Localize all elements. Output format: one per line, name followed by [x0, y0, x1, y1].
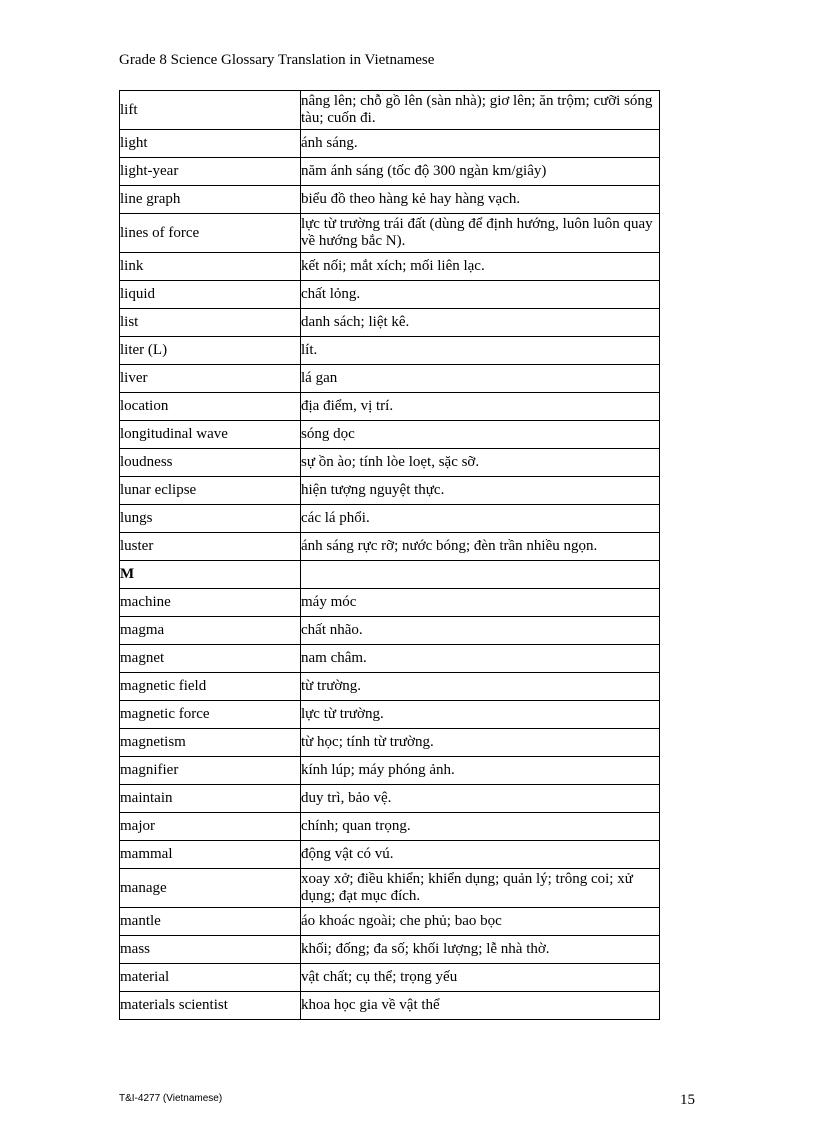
glossary-term: magnetic force	[120, 701, 301, 729]
table-row	[120, 701, 660, 729]
glossary-definition: lực từ trường.	[301, 701, 660, 729]
glossary-term: loudness	[120, 449, 301, 477]
table-row	[120, 393, 660, 421]
table-row	[120, 449, 660, 477]
glossary-definition: duy trì, bảo vệ.	[301, 785, 660, 813]
table-row	[120, 130, 660, 158]
table-row	[120, 729, 660, 757]
table-row	[120, 785, 660, 813]
table-row	[120, 908, 660, 936]
glossary-definition: biểu đồ theo hàng kẻ hay hàng vạch.	[301, 186, 660, 214]
table-row	[120, 421, 660, 449]
table-row	[120, 477, 660, 505]
section-header-row	[120, 561, 660, 589]
glossary-definition: ánh sáng.	[301, 130, 660, 158]
glossary-definition: hiện tượng nguyệt thực.	[301, 477, 660, 505]
glossary-term: maintain	[120, 785, 301, 813]
glossary-term: location	[120, 393, 301, 421]
glossary-definition: chất nhão.	[301, 617, 660, 645]
glossary-definition	[301, 561, 660, 589]
table-row	[120, 673, 660, 701]
glossary-definition: nam châm.	[301, 645, 660, 673]
glossary-term: lines of force	[120, 214, 301, 253]
table-row	[120, 214, 660, 253]
table-row	[120, 309, 660, 337]
table-row	[120, 186, 660, 214]
glossary-term: machine	[120, 589, 301, 617]
page-header-title: Grade 8 Science Glossary Translation in Vietnamese	[119, 52, 435, 68]
section-letter: M	[120, 561, 301, 589]
table-row	[120, 365, 660, 393]
glossary-definition: động vật có vú.	[301, 841, 660, 869]
glossary-definition: từ học; tính từ trường.	[301, 729, 660, 757]
glossary-definition: danh sách; liệt kê.	[301, 309, 660, 337]
glossary-term: light	[120, 130, 301, 158]
glossary-definition: chất lỏng.	[301, 281, 660, 309]
glossary-term: lungs	[120, 505, 301, 533]
glossary-term: magnet	[120, 645, 301, 673]
glossary-table-body	[120, 91, 660, 1020]
glossary-term: magma	[120, 617, 301, 645]
glossary-term: manage	[120, 869, 301, 908]
glossary-definition: ánh sáng rực rỡ; nước bóng; đèn trần nhiều ngọn.	[301, 533, 660, 561]
table-row	[120, 589, 660, 617]
glossary-definition: từ trường.	[301, 673, 660, 701]
table-row	[120, 813, 660, 841]
page-number: 15	[680, 1092, 695, 1108]
glossary-term: lunar eclipse	[120, 477, 301, 505]
glossary-definition: các lá phổi.	[301, 505, 660, 533]
glossary-definition: vật chất; cụ thể; trọng yếu	[301, 964, 660, 992]
table-row	[120, 281, 660, 309]
table-row	[120, 757, 660, 785]
glossary-definition: sự ồn ào; tính lòe loẹt, sặc sỡ.	[301, 449, 660, 477]
glossary-definition: kính lúp; máy phóng ảnh.	[301, 757, 660, 785]
glossary-term: magnetism	[120, 729, 301, 757]
table-row	[120, 841, 660, 869]
glossary-definition: địa điểm, vị trí.	[301, 393, 660, 421]
glossary-definition: nâng lên; chỗ gồ lên (sàn nhà); giơ lên; ăn trộm; cưỡi sóng tàu; cuốn đi.	[301, 91, 660, 130]
glossary-table	[119, 90, 660, 1020]
glossary-term: longitudinal wave	[120, 421, 301, 449]
glossary-term: lift	[120, 91, 301, 130]
glossary-definition: lực từ trường trái đất (dùng để định hướng, luôn luôn quay về hướng bắc N).	[301, 214, 660, 253]
glossary-term: mass	[120, 936, 301, 964]
glossary-term: liver	[120, 365, 301, 393]
table-row	[120, 91, 660, 130]
glossary-definition: khoa học gia về vật thể	[301, 992, 660, 1020]
glossary-definition: chính; quan trọng.	[301, 813, 660, 841]
glossary-term: mammal	[120, 841, 301, 869]
table-row	[120, 337, 660, 365]
glossary-definition: lít.	[301, 337, 660, 365]
table-row	[120, 645, 660, 673]
glossary-term: luster	[120, 533, 301, 561]
table-row	[120, 505, 660, 533]
table-row	[120, 964, 660, 992]
table-row	[120, 533, 660, 561]
table-row	[120, 253, 660, 281]
glossary-definition: xoay xở; điều khiển; khiển dụng; quản lý; trông coi; xử dụng; đạt mục đích.	[301, 869, 660, 908]
glossary-definition: lá gan	[301, 365, 660, 393]
glossary-term: light-year	[120, 158, 301, 186]
glossary-definition: áo khoác ngoài; che phủ; bao bọc	[301, 908, 660, 936]
glossary-term: link	[120, 253, 301, 281]
glossary-term: liquid	[120, 281, 301, 309]
glossary-term: material	[120, 964, 301, 992]
glossary-term: magnetic field	[120, 673, 301, 701]
glossary-definition: khối; đống; đa số; khối lượng; lễ nhà thờ.	[301, 936, 660, 964]
glossary-term: list	[120, 309, 301, 337]
glossary-definition: máy móc	[301, 589, 660, 617]
glossary-term: line graph	[120, 186, 301, 214]
table-row	[120, 158, 660, 186]
glossary-term: magnifier	[120, 757, 301, 785]
table-row	[120, 617, 660, 645]
glossary-term: mantle	[120, 908, 301, 936]
table-row	[120, 869, 660, 908]
glossary-definition: năm ánh sáng (tốc độ 300 ngàn km/giây)	[301, 158, 660, 186]
glossary-term: materials scientist	[120, 992, 301, 1020]
glossary-term: major	[120, 813, 301, 841]
table-row	[120, 992, 660, 1020]
glossary-definition: kết nối; mắt xích; mối liên lạc.	[301, 253, 660, 281]
glossary-term: liter (L)	[120, 337, 301, 365]
document-code: T&I-4277 (Vietnamese)	[119, 1093, 223, 1104]
table-row	[120, 936, 660, 964]
glossary-definition: sóng dọc	[301, 421, 660, 449]
